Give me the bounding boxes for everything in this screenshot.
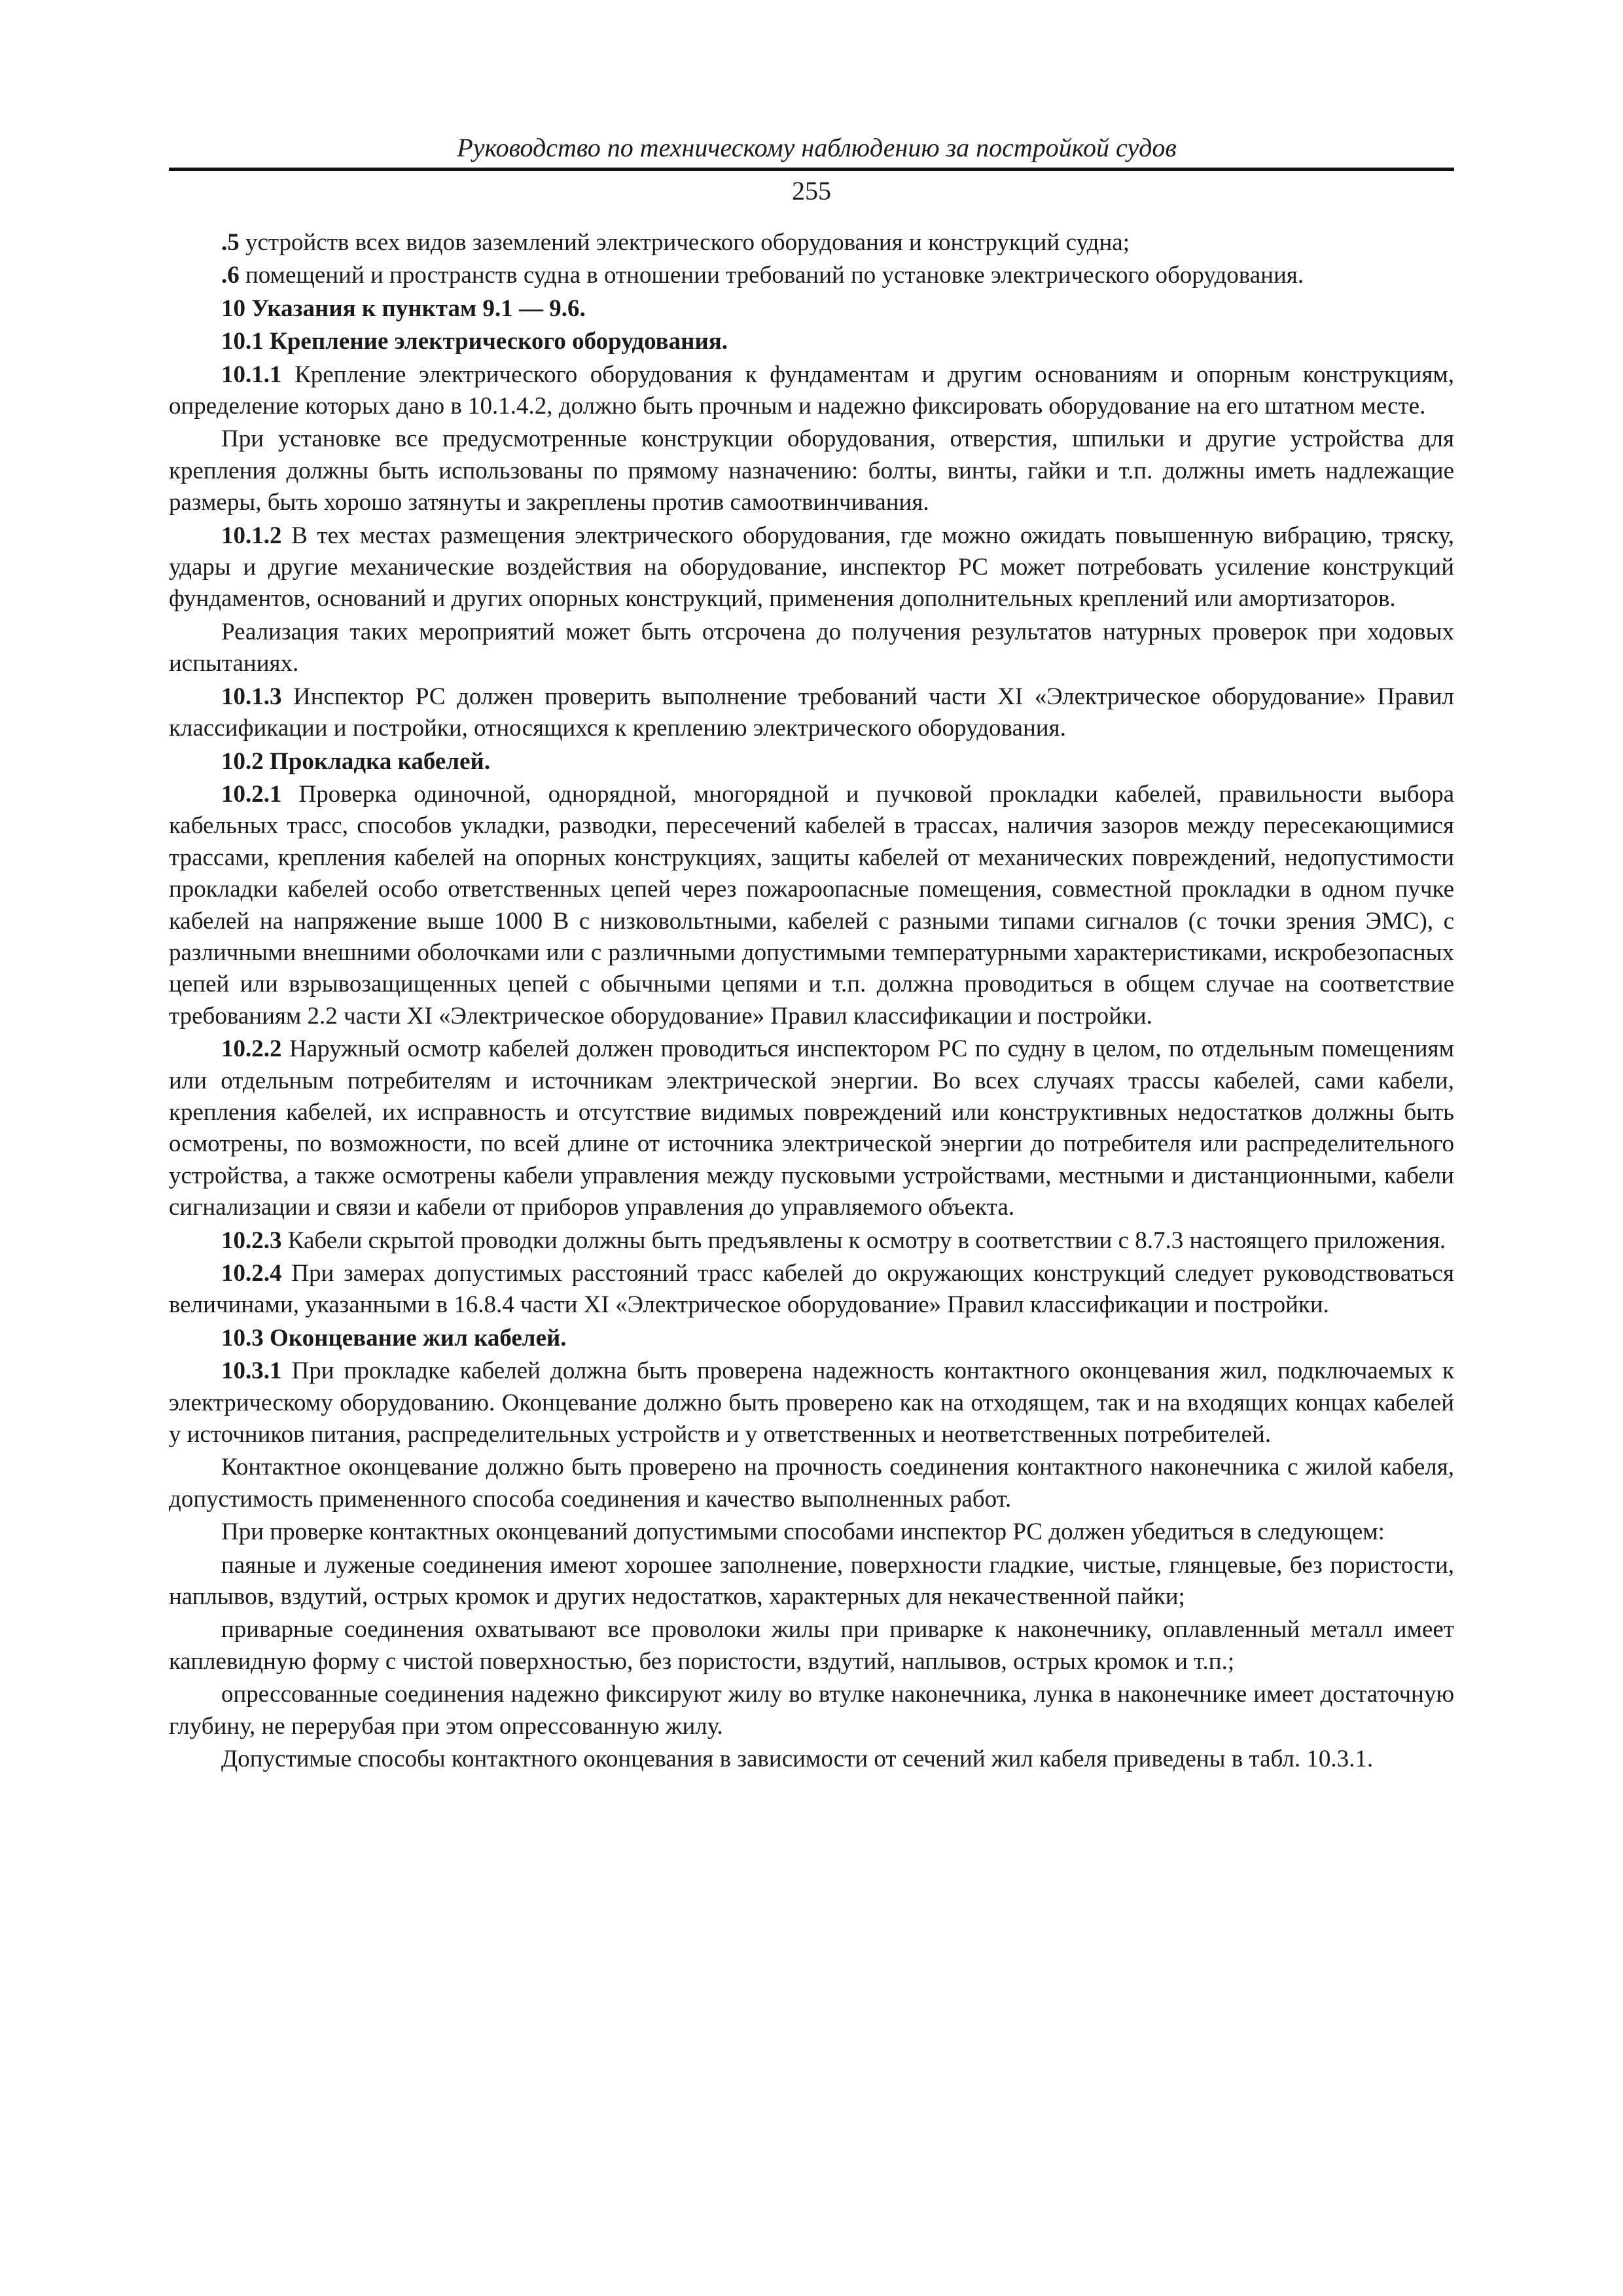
clause-number: 10.1.1	[221, 361, 282, 388]
document-page	[169, 131, 1454, 1777]
clause-number: 10.2.3	[221, 1227, 282, 1254]
clause-text: При прокладке кабелей должна быть проверена надежность контактного оконцевания жил, подключаемых к электрическому оборудованию. Оконцевание должно быть проверено как на отходящем, так и на входящих концах кабелей у источников питания, распределительных устройств и у ответственных и неответственных потребителей.	[169, 1357, 1454, 1448]
paragraph-10-2-3	[169, 1225, 1454, 1257]
clause-number: 10.1.3	[221, 683, 282, 710]
list-item-6	[169, 260, 1454, 291]
paragraph: Контактное оконцевание должно быть проверено на прочность соединения контактного наконечника с жилой кабеля, допустимость примененного способа соединения и качество выполненных работ.	[169, 1454, 1454, 1513]
paragraph-10-1-3	[169, 681, 1454, 745]
paragraph: При проверке контактных оконцеваний допустимыми способами инспектор РС должен убедиться в следующем:	[221, 1518, 1385, 1546]
paragraph-10-1-2	[169, 520, 1454, 615]
clause-number: 10.2.4	[221, 1260, 282, 1287]
section-heading-10: 10 Указания к пунктам 9.1 — 9.6.	[221, 295, 586, 322]
clause-text: В тех местах размещения электрического оборудования, где можно ожидать повышенную вибрацию, тряску, удары и другие механические воздействия на оборудование, инспектор РС может потребовать усиление конструкций фундаментов, оснований и других опорных конструкций, применения дополнительных креплений или амортизаторов.	[169, 522, 1454, 613]
item-text: помещений и пространств судна в отношении требований по установке электрического оборудования.	[239, 262, 1304, 289]
paragraph-10-3-1	[169, 1355, 1454, 1450]
section-heading-10-2: 10.2 Прокладка кабелей.	[221, 747, 491, 775]
item-number: .5	[221, 229, 240, 256]
list-item-5	[169, 227, 1454, 259]
paragraph: паяные и луженые соединения имеют хорошее заполнение, поверхности гладкие, чистые, глянцевые, без пористости, наплывов, вздутий, острых кромок и других недостатков, характерных для некачественной пайки;	[169, 1551, 1454, 1611]
clause-number: 10.3.1	[221, 1357, 282, 1385]
page-number: 255	[792, 176, 831, 206]
paragraph: приварные соединения охватывают все проволоки жилы при приварке к наконечнику, оплавленный металл имеет каплевидную форму с чистой поверхностью, без пористости, вздутий, наплывов, острых кромок и т.п.;	[169, 1616, 1454, 1675]
paragraph-10-2-2	[169, 1033, 1454, 1223]
clause-text: Проверка одиночной, однорядной, многорядной и пучковой прокладки кабелей, правильности выбора кабельных трасс, способов укладки, разводки, пересечений кабелей в трассах, наличия зазоров между пересекающимися трассами, крепления кабелей на опорных конструкциях, защиты кабелей от механических повреждений, недопустимости прокладки кабелей особо ответственных цепей через пожароопасные помещения, совместной прокладки в одном пучке кабелей на напряжение выше 1000 В с низковольтными, кабелей с разными типами сигналов (с точки зрения ЭМС), с различными внешними оболочками или с различными допустимыми температурными характеристиками, искробезопасных цепей или взрывозащищенных цепей с обычными цепями и т.п. должна проводиться в общем случае на соответствие требованиям 2.2 части XI «Электрическое оборудование» Правил классификации и постройки.	[169, 780, 1454, 1030]
running-title: Руководство по техническому наблюдению за постройкой судов	[457, 133, 1177, 162]
body-text	[169, 227, 1454, 1776]
clause-text: Крепление электрического оборудования к фундаментам и другим основаниям и опорным конструкциям, определение которых дано в 10.1.4.2, должно быть прочным и надежно фиксировать оборудование на его штатном месте.	[169, 361, 1454, 420]
clause-text: Кабели скрытой проводки должны быть предъявлены к осмотру в соответствии с 8.7.3 настоящего приложения.	[281, 1227, 1446, 1254]
paragraph: Допустимые способы контактного оконцевания в зависимости от сечений жил кабеля приведены в табл. 10.3.1.	[221, 1746, 1374, 1773]
paragraph: опрессованные соединения надежно фиксируют жилу во втулке наконечника, лунка в наконечнике имеет достаточную глубину, не перерубая при этом опрессованную жилу.	[169, 1681, 1454, 1740]
clause-number: 10.1.2	[221, 522, 282, 549]
clause-text: Наружный осмотр кабелей должен проводиться инспектором РС по судну в целом, по отдельным помещениям или отдельным потребителям и источникам электрической энергии. Во всех случаях трассы кабелей, сами кабели, крепления кабелей, их исправность и отсутствие видимых повреждений или конструктивных недостатков должны быть осмотрены, по возможности, по всей длине от источника электрической энергии до потребителя или распределительного устройства, а также осмотрены кабели управления между пусковыми устройствами, местными и дистанционными, кабели сигнализации и связи и кабели от приборов управления до управляемого объекта.	[169, 1035, 1454, 1221]
paragraph-10-2-1	[169, 779, 1454, 1032]
section-heading-10-1: 10.1 Крепление электрического оборудования.	[221, 328, 728, 355]
header-rule	[169, 168, 1454, 171]
paragraph-10-2-4	[169, 1258, 1454, 1321]
section-heading-10-3: 10.3 Оконцевание жил кабелей.	[221, 1324, 567, 1352]
paragraph-10-1-1	[169, 359, 1454, 423]
clause-text: Инспектор РС должен проверить выполнение требований части XI «Электрическое оборудование» Правил классификации и постройки, относящихся к креплению электрического оборудования.	[169, 683, 1454, 742]
paragraph: Реализация таких мероприятий может быть отсрочена до получения результатов натурных проверок при ходовых испытаниях.	[169, 618, 1454, 677]
clause-number: 10.2.2	[221, 1035, 282, 1063]
item-number: .6	[221, 262, 240, 289]
item-text: устройств всех видов заземлений электрического оборудования и конструкций судна;	[239, 229, 1130, 256]
clause-number: 10.2.1	[221, 780, 282, 808]
paragraph: При установке все предусмотренные конструкции оборудования, отверстия, шпильки и другие устройства для крепления должны быть использованы по прямому назначению: болты, винты, гайки и т.п. должны иметь надлежащие размеры, быть хорошо затянуты и закреплены против самоотвинчивания.	[169, 425, 1454, 516]
clause-text: При замерах допустимых расстояний трасс кабелей до окружающих конструкций следует руководствоваться величинами, указанными в 16.8.4 части XI «Электрическое оборудование» Правил классификации и постройки.	[169, 1260, 1454, 1319]
